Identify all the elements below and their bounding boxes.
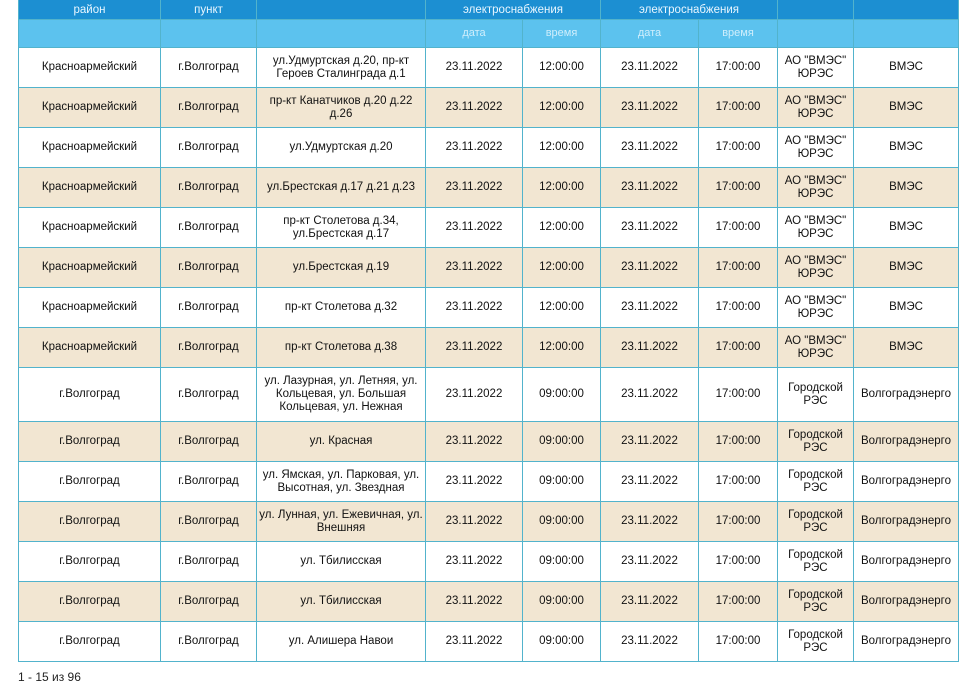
cell-end-time: 17:00:00 <box>699 328 778 368</box>
cell-start-time: 09:00:00 <box>523 462 601 502</box>
cell-res: Городской РЭС <box>778 502 854 542</box>
cell-res: Городской РЭС <box>778 422 854 462</box>
cell-res: АО "ВМЭС" ЮРЭС <box>778 328 854 368</box>
cell-organization: Волгоградэнерго <box>854 368 959 422</box>
cell-end-date: 23.11.2022 <box>601 88 699 128</box>
cell-address: ул. Ямская, ул. Парковая, ул. Высотная, ул. Звездная <box>257 462 426 502</box>
cell-locality: г.Волгоград <box>161 542 257 582</box>
cell-start-time: 09:00:00 <box>523 422 601 462</box>
cell-start-date: 23.11.2022 <box>426 462 523 502</box>
cell-district: г.Волгоград <box>19 542 161 582</box>
table-row <box>19 48 959 88</box>
cell-end-date: 23.11.2022 <box>601 622 699 662</box>
cell-organization: ВМЭС <box>854 288 959 328</box>
cell-locality: г.Волгоград <box>161 622 257 662</box>
cell-end-time: 17:00:00 <box>699 622 778 662</box>
cell-address: ул. Тбилисская <box>257 542 426 582</box>
table-row <box>19 328 959 368</box>
cell-end-time: 17:00:00 <box>699 168 778 208</box>
cell-organization: ВМЭС <box>854 168 959 208</box>
table-row <box>19 542 959 582</box>
cell-end-date: 23.11.2022 <box>601 462 699 502</box>
cell-district: Красноармейский <box>19 288 161 328</box>
cell-start-time: 12:00:00 <box>523 168 601 208</box>
cell-locality: г.Волгоград <box>161 208 257 248</box>
cell-res: АО "ВМЭС" ЮРЭС <box>778 168 854 208</box>
cell-start-time: 12:00:00 <box>523 48 601 88</box>
table-row <box>19 128 959 168</box>
cell-locality: г.Волгоград <box>161 168 257 208</box>
subheader-row <box>19 20 959 48</box>
cell-start-time: 12:00:00 <box>523 328 601 368</box>
cell-organization: ВМЭС <box>854 128 959 168</box>
cell-res: АО "ВМЭС" ЮРЭС <box>778 288 854 328</box>
cell-district: Красноармейский <box>19 208 161 248</box>
cell-address: пр-кт Столетова д.32 <box>257 288 426 328</box>
cell-district: Красноармейский <box>19 88 161 128</box>
cell-end-time: 17:00:00 <box>699 248 778 288</box>
cell-start-time: 12:00:00 <box>523 88 601 128</box>
cell-end-time: 17:00:00 <box>699 502 778 542</box>
cell-start-time: 09:00:00 <box>523 582 601 622</box>
cell-res: АО "ВМЭС" ЮРЭС <box>778 208 854 248</box>
table-row <box>19 368 959 422</box>
cell-end-time: 17:00:00 <box>699 288 778 328</box>
header-org <box>854 0 959 20</box>
cell-res: АО "ВМЭС" ЮРЭС <box>778 88 854 128</box>
cell-district: г.Волгоград <box>19 502 161 542</box>
cell-locality: г.Волгоград <box>161 502 257 542</box>
cell-organization: Волгоградэнерго <box>854 582 959 622</box>
cell-res: Городской РЭС <box>778 462 854 502</box>
cell-district: Красноармейский <box>19 48 161 88</box>
cell-organization: Волгоградэнерго <box>854 542 959 582</box>
cell-locality: г.Волгоград <box>161 288 257 328</box>
header-district: район <box>19 0 161 20</box>
cell-locality: г.Волгоград <box>161 582 257 622</box>
cell-start-date: 23.11.2022 <box>426 328 523 368</box>
cell-district: Красноармейский <box>19 248 161 288</box>
cell-end-date: 23.11.2022 <box>601 502 699 542</box>
pagination-info: 1 - 15 из 96 <box>18 670 81 684</box>
cell-start-date: 23.11.2022 <box>426 502 523 542</box>
cell-district: г.Волгоград <box>19 368 161 422</box>
cell-start-date: 23.11.2022 <box>426 248 523 288</box>
header-end: электроснабжения <box>601 0 778 20</box>
cell-start-date: 23.11.2022 <box>426 288 523 328</box>
cell-locality: г.Волгоград <box>161 88 257 128</box>
subheader-start-time: время <box>523 20 601 48</box>
cell-start-time: 12:00:00 <box>523 248 601 288</box>
header-locality: пункт <box>161 0 257 20</box>
table-row <box>19 462 959 502</box>
cell-organization: Волгоградэнерго <box>854 622 959 662</box>
cell-res: АО "ВМЭС" ЮРЭС <box>778 48 854 88</box>
cell-start-time: 09:00:00 <box>523 502 601 542</box>
cell-end-time: 17:00:00 <box>699 48 778 88</box>
cell-address: ул. Алишера Навои <box>257 622 426 662</box>
cell-end-time: 17:00:00 <box>699 462 778 502</box>
subheader-end-time: время <box>699 20 778 48</box>
table-row <box>19 422 959 462</box>
cell-res: Городской РЭС <box>778 542 854 582</box>
cell-start-date: 23.11.2022 <box>426 88 523 128</box>
cell-locality: г.Волгоград <box>161 328 257 368</box>
cell-res: АО "ВМЭС" ЮРЭС <box>778 248 854 288</box>
cell-district: г.Волгоград <box>19 422 161 462</box>
cell-address: пр-кт Канатчиков д.20 д.22 д.26 <box>257 88 426 128</box>
cell-end-date: 23.11.2022 <box>601 422 699 462</box>
cell-res: Городской РЭС <box>778 368 854 422</box>
table-row <box>19 288 959 328</box>
cell-start-time: 12:00:00 <box>523 208 601 248</box>
cell-district: Красноармейский <box>19 128 161 168</box>
cell-end-date: 23.11.2022 <box>601 368 699 422</box>
cell-start-date: 23.11.2022 <box>426 542 523 582</box>
cell-organization: ВМЭС <box>854 88 959 128</box>
cell-end-date: 23.11.2022 <box>601 48 699 88</box>
cell-organization: ВМЭС <box>854 248 959 288</box>
cell-end-date: 23.11.2022 <box>601 328 699 368</box>
table-row <box>19 88 959 128</box>
table-row <box>19 208 959 248</box>
cell-start-date: 23.11.2022 <box>426 368 523 422</box>
cell-address: ул.Брестская д.19 <box>257 248 426 288</box>
cell-organization: ВМЭС <box>854 208 959 248</box>
cell-res: Городской РЭС <box>778 622 854 662</box>
header-res <box>778 0 854 20</box>
table-row <box>19 248 959 288</box>
cell-address: ул.Удмуртская д.20 <box>257 128 426 168</box>
cell-start-date: 23.11.2022 <box>426 208 523 248</box>
cell-address: ул.Удмуртская д.20, пр-кт Героев Сталинграда д.1 <box>257 48 426 88</box>
cell-address: пр-кт Столетова д.38 <box>257 328 426 368</box>
cell-address: ул. Тбилисская <box>257 582 426 622</box>
cell-address: ул.Брестская д.17 д.21 д.23 <box>257 168 426 208</box>
header-address <box>257 0 426 20</box>
cell-address: пр-кт Столетова д.34, ул.Брестская д.17 <box>257 208 426 248</box>
cell-locality: г.Волгоград <box>161 128 257 168</box>
cell-end-date: 23.11.2022 <box>601 208 699 248</box>
cell-district: Красноармейский <box>19 328 161 368</box>
cell-district: г.Волгоград <box>19 582 161 622</box>
cell-start-date: 23.11.2022 <box>426 582 523 622</box>
cell-district: Красноармейский <box>19 168 161 208</box>
cell-start-date: 23.11.2022 <box>426 422 523 462</box>
table-row <box>19 582 959 622</box>
cell-address: ул. Красная <box>257 422 426 462</box>
cell-start-time: 09:00:00 <box>523 622 601 662</box>
cell-end-date: 23.11.2022 <box>601 168 699 208</box>
cell-locality: г.Волгоград <box>161 462 257 502</box>
cell-end-time: 17:00:00 <box>699 422 778 462</box>
cell-end-time: 17:00:00 <box>699 582 778 622</box>
cell-end-time: 17:00:00 <box>699 88 778 128</box>
cell-end-date: 23.11.2022 <box>601 128 699 168</box>
cell-district: г.Волгоград <box>19 462 161 502</box>
cell-organization: Волгоградэнерго <box>854 502 959 542</box>
header-row <box>19 0 959 20</box>
cell-start-time: 09:00:00 <box>523 542 601 582</box>
cell-start-date: 23.11.2022 <box>426 622 523 662</box>
cell-start-time: 09:00:00 <box>523 368 601 422</box>
subheader-start-date: дата <box>426 20 523 48</box>
cell-locality: г.Волгоград <box>161 248 257 288</box>
cell-organization: Волгоградэнерго <box>854 422 959 462</box>
cell-start-date: 23.11.2022 <box>426 168 523 208</box>
cell-organization: ВМЭС <box>854 48 959 88</box>
table-row <box>19 622 959 662</box>
cell-organization: Волгоградэнерго <box>854 462 959 502</box>
cell-end-date: 23.11.2022 <box>601 248 699 288</box>
cell-end-time: 17:00:00 <box>699 542 778 582</box>
cell-start-date: 23.11.2022 <box>426 48 523 88</box>
outage-table <box>18 0 959 662</box>
table-row <box>19 502 959 542</box>
cell-res: АО "ВМЭС" ЮРЭС <box>778 128 854 168</box>
cell-end-date: 23.11.2022 <box>601 542 699 582</box>
cell-address: ул. Лунная, ул. Ежевичная, ул. Внешняя <box>257 502 426 542</box>
cell-start-date: 23.11.2022 <box>426 128 523 168</box>
cell-end-time: 17:00:00 <box>699 368 778 422</box>
cell-res: Городской РЭС <box>778 582 854 622</box>
cell-end-time: 17:00:00 <box>699 208 778 248</box>
cell-end-date: 23.11.2022 <box>601 288 699 328</box>
header-start: электроснабжения <box>426 0 601 20</box>
cell-end-time: 17:00:00 <box>699 128 778 168</box>
cell-locality: г.Волгоград <box>161 368 257 422</box>
cell-start-time: 12:00:00 <box>523 128 601 168</box>
cell-address: ул. Лазурная, ул. Летняя, ул. Кольцевая, ул. Большая Кольцевая, ул. Нежная <box>257 368 426 422</box>
table-row <box>19 168 959 208</box>
subheader-end-date: дата <box>601 20 699 48</box>
cell-organization: ВМЭС <box>854 328 959 368</box>
cell-locality: г.Волгоград <box>161 422 257 462</box>
cell-district: г.Волгоград <box>19 622 161 662</box>
cell-end-date: 23.11.2022 <box>601 582 699 622</box>
cell-start-time: 12:00:00 <box>523 288 601 328</box>
cell-locality: г.Волгоград <box>161 48 257 88</box>
